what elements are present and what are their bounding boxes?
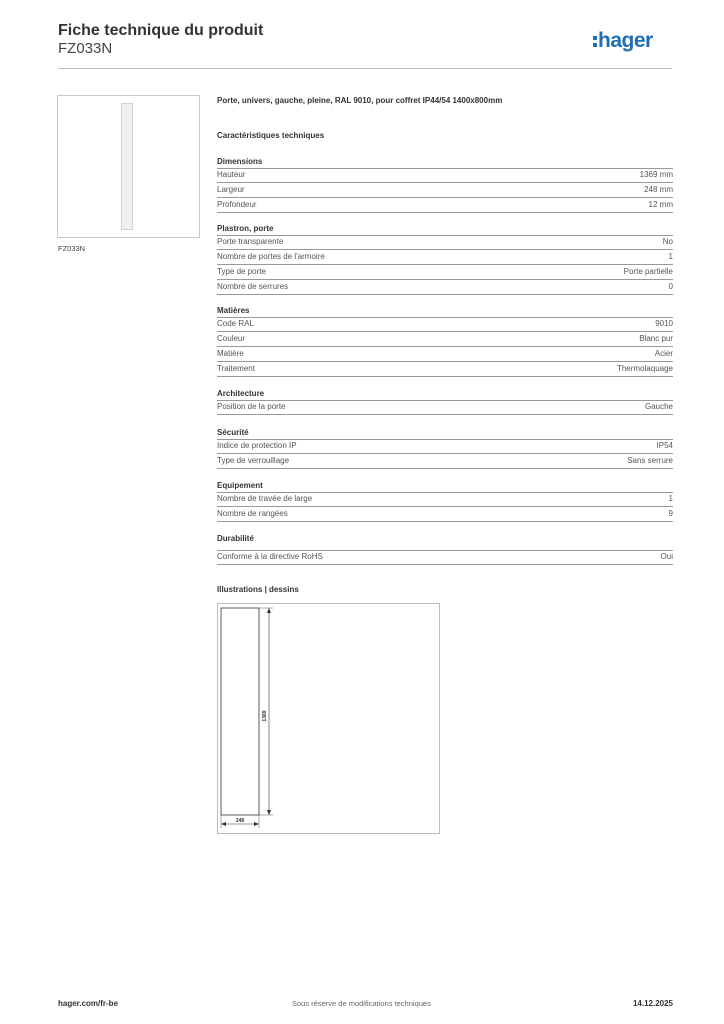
spec-label: Nombre de serrures bbox=[217, 282, 289, 291]
technical-drawing-frame bbox=[217, 603, 440, 834]
spec-label: Position de la porte bbox=[217, 402, 286, 411]
spec-label: Conforme à la directive RoHS bbox=[217, 552, 323, 561]
spec-label: Porte transparente bbox=[217, 237, 284, 246]
spec-label: Hauteur bbox=[217, 170, 246, 179]
spec-value: Oui bbox=[660, 552, 673, 561]
spec-value: Sans serrure bbox=[627, 456, 673, 465]
spec-row bbox=[217, 184, 673, 198]
spec-label: Couleur bbox=[217, 334, 246, 343]
footer-note: Sous réserve de modifications techniques bbox=[292, 999, 431, 1008]
spec-value: Thermolaquage bbox=[616, 364, 673, 373]
spec-value: IP54 bbox=[656, 441, 673, 450]
spec-label: Matière bbox=[217, 349, 244, 358]
logo-dot-bottom bbox=[593, 43, 597, 47]
illustrations-title: Illustrations | dessins bbox=[217, 585, 299, 594]
arrow-right bbox=[254, 822, 259, 826]
spec-row bbox=[217, 169, 673, 183]
section-title-plastron: Plastron, porte bbox=[217, 224, 274, 233]
width-dimension-label: 248 bbox=[235, 818, 245, 824]
door-outline bbox=[221, 608, 259, 815]
spec-row bbox=[217, 236, 673, 250]
spec-value: 9010 bbox=[655, 319, 673, 328]
spec-row bbox=[217, 333, 673, 347]
spec-value: No bbox=[662, 237, 673, 246]
thumbnail-caption: FZ033N bbox=[58, 244, 86, 253]
logo-dot-top bbox=[593, 36, 597, 40]
spec-value: 1 bbox=[668, 252, 673, 261]
arrow-up bbox=[267, 608, 271, 613]
spec-label: Type de porte bbox=[217, 267, 266, 276]
footer-date: 14.12.2025 bbox=[632, 999, 673, 1008]
section-title-durabilite: Durabilité bbox=[217, 534, 254, 543]
spec-value: 1 bbox=[668, 494, 673, 503]
door-image bbox=[121, 103, 133, 230]
spec-label: Indice de protection IP bbox=[217, 441, 297, 450]
spec-row bbox=[217, 199, 673, 213]
section-title-dimensions: Dimensions bbox=[217, 157, 263, 166]
section-title-equipement: Equipement bbox=[217, 481, 263, 490]
footer-website: hager.com/fr-be bbox=[58, 999, 119, 1008]
header-divider bbox=[58, 68, 672, 69]
section-title-matieres: Matières bbox=[217, 306, 250, 315]
spec-row bbox=[217, 318, 673, 332]
spec-label: Traitement bbox=[217, 364, 255, 373]
spec-row bbox=[217, 363, 673, 377]
section-title-architecture: Architecture bbox=[217, 389, 265, 398]
spec-value: Porte partielle bbox=[623, 267, 673, 276]
spec-value: Acier bbox=[654, 349, 673, 358]
spec-label: Nombre de rangées bbox=[217, 509, 288, 518]
hager-logo bbox=[592, 28, 674, 58]
tech-characteristics-title: Caractéristiques techniques bbox=[217, 131, 325, 140]
spec-row bbox=[217, 281, 673, 295]
spec-row bbox=[217, 493, 673, 507]
spec-label: Profondeur bbox=[217, 200, 257, 209]
product-thumbnail bbox=[57, 95, 200, 238]
spec-row bbox=[217, 508, 673, 522]
height-dimension-label: 1369 bbox=[262, 710, 268, 722]
spec-row bbox=[217, 266, 673, 280]
spec-label: Type de verrouillage bbox=[217, 456, 290, 465]
product-code: FZ033N bbox=[58, 40, 113, 57]
spec-value: Gauche bbox=[644, 402, 673, 411]
spec-row bbox=[217, 348, 673, 362]
spec-label: Largeur bbox=[217, 185, 245, 194]
arrow-left bbox=[221, 822, 226, 826]
spec-value: 248 mm bbox=[644, 185, 673, 194]
spec-label: Nombre de travée de large bbox=[217, 494, 313, 503]
spec-value: Blanc pur bbox=[639, 334, 673, 343]
spec-value: 1369 mm bbox=[639, 170, 673, 179]
spec-value: 9 bbox=[668, 509, 673, 518]
spec-value: 12 mm bbox=[648, 200, 673, 209]
product-description: Porte, univers, gauche, pleine, RAL 9010, pour coffret IP44/54 1400x800mm bbox=[217, 96, 503, 105]
spec-row bbox=[217, 551, 673, 565]
section-title-securite: Sécurité bbox=[217, 428, 249, 437]
spec-label: Nombre de portes de l'armoire bbox=[217, 252, 325, 261]
arrow-down bbox=[267, 810, 271, 815]
spec-row bbox=[217, 251, 673, 265]
spec-row bbox=[217, 455, 673, 469]
technical-drawing bbox=[218, 604, 439, 833]
spec-label: Code RAL bbox=[217, 319, 254, 328]
spec-value: 0 bbox=[668, 282, 673, 291]
logo-text: hager bbox=[598, 29, 653, 52]
spec-row bbox=[217, 401, 673, 415]
page-title: Fiche technique du produit bbox=[58, 22, 264, 39]
spec-row bbox=[217, 440, 673, 454]
